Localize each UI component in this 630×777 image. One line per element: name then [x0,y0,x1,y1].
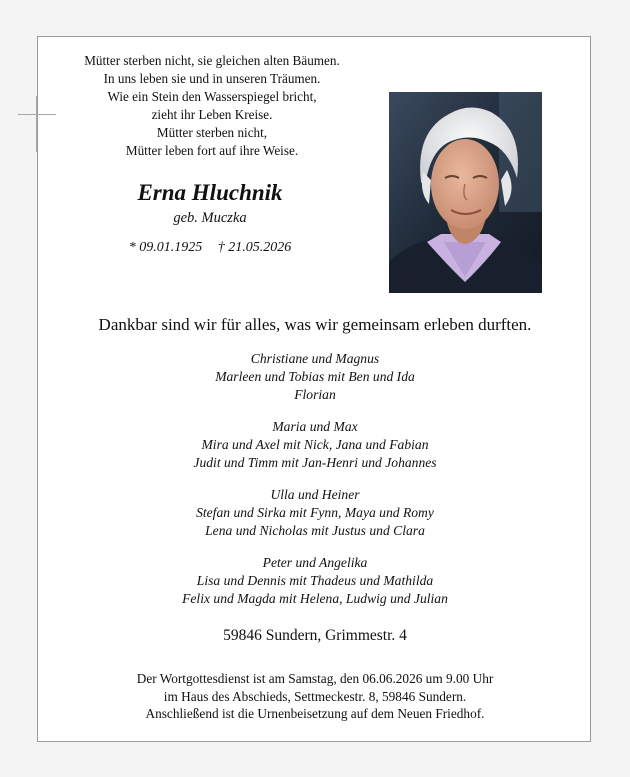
poem-line: In uns leben sie und in unseren Träumen. [103,71,321,86]
death-date: † 21.05.2026 [217,240,292,255]
list-item: Stefan und Sirka mit Fynn, Maya und Romy [196,505,434,520]
mourners-list [0,350,630,622]
poem-line: Mütter leben fort auf ihre Weise. [125,143,299,158]
poem-line: Wie ein Stein den Wasserspiegel bricht, [107,89,317,104]
family-group [0,418,630,472]
poem-line: Mütter sterben nicht, sie gleichen alten Bäumen. [84,53,340,68]
list-item: Marleen und Tobias mit Ben und Ida [215,369,415,384]
poem-line: Mütter sterben nicht, [156,125,268,140]
gratitude-line: Dankbar sind wir für alles, was wir gemeinsam erleben durften. [98,315,532,334]
service-info [0,670,630,723]
service-line: Anschließend ist die Urnenbeisetzung auf dem Neuen Friedhof. [145,706,485,721]
list-item: Ulla und Heiner [270,487,360,502]
deceased-name: Erna Hluchnik [137,180,283,205]
list-item: Florian [294,387,336,402]
list-item: Maria und Max [272,419,358,434]
list-item: Christiane und Magnus [250,351,380,366]
list-item: Lisa und Dennis mit Thadeus und Mathilda [196,573,434,588]
list-item: Judit und Timm mit Jan-Henri und Johannes [193,455,437,470]
poem-line: zieht ihr Leben Kreise. [151,107,273,122]
birth-date: * 09.01.1925 [128,240,203,255]
list-item: Mira und Axel mit Nick, Jana und Fabian [201,437,429,452]
cross-icon [18,96,56,152]
service-line: im Haus des Abschieds, Settmeckestr. 8, 59846 Sundern. [163,688,467,704]
list-item: Peter und Angelika [262,555,368,570]
birth-name: geb. Muczka [173,210,247,226]
family-group [0,486,630,540]
list-item: Felix und Magda mit Helena, Ludwig und Julian [182,591,448,606]
service-line: Der Wortgottesdienst ist am Samstag, den 06.06.2026 um 9.00 Uhr [136,671,494,686]
family-group [0,350,630,404]
memorial-poem [62,52,362,160]
list-item: Lena und Nicholas mit Justus und Clara [205,523,425,538]
family-group [0,554,630,608]
portrait-photo [389,92,542,293]
life-dates [60,240,360,256]
address: 59846 Sundern, Grimmestr. 4 [223,627,407,644]
